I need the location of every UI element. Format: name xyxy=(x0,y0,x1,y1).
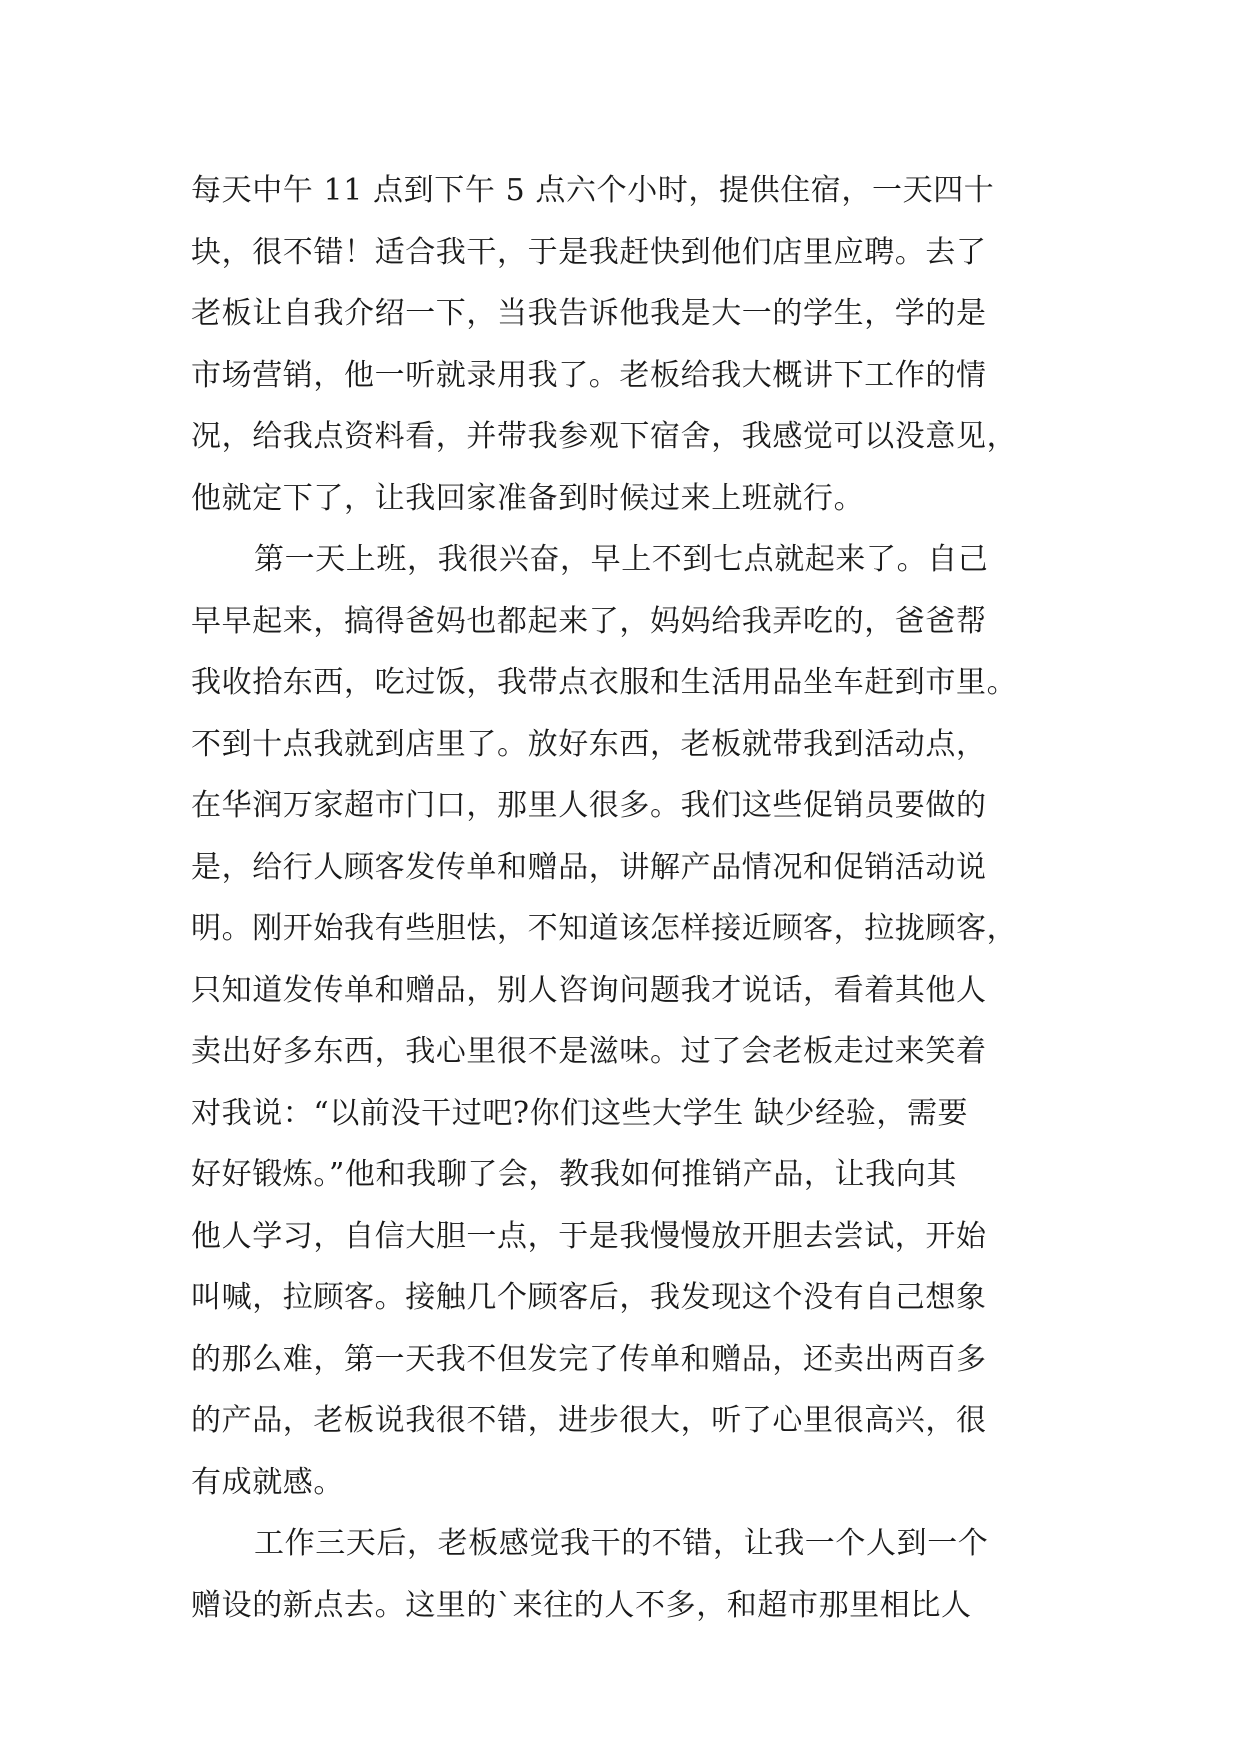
text-line: 他人学习，自信大胆一点，于是我慢慢放开胆去尝试，开始 xyxy=(191,1218,987,1254)
text-line: 我收拾东西，吃过饭，我带点衣服和生活用品坐车赶到市里。 xyxy=(191,665,1018,700)
text-line: 好好锻炼。”他和我聊了会，教我如何推销产品，让我向其 xyxy=(191,1157,957,1192)
text-line: 明。刚开始我有些胆怯，不知道该怎样接近顾客，拉拢顾客， xyxy=(191,911,1018,946)
text-line: 的那么难，第一天我不但发完了传单和赠品，还卖出两百多 xyxy=(191,1341,987,1377)
text-line: 市场营销，他一听就录用我了。老板给我大概讲下工作的情 xyxy=(191,357,987,393)
text-line: 是，给行人顾客发传单和赠品，讲解产品情况和促销活动说 xyxy=(191,849,987,885)
text-line: 他就定下了，让我回家准备到时候过来上班就行。 xyxy=(191,480,865,516)
text-line: 卖出好多东西，我心里很不是滋味。过了会老板走过来笑着 xyxy=(191,1034,987,1069)
paragraph-first-line: 第一天上班，我很兴奋，早上不到七点就起来了。自己 xyxy=(254,542,989,577)
text-line: 况，给我点资料看，并带我参观下宿舍，我感觉可以没意见， xyxy=(191,419,1018,454)
text-line: 对我说：“以前没干过吧?你们这些大学生 缺少经验，需要 xyxy=(191,1095,969,1131)
text-line: 每天中午 11 点到下午 5 点六个小时，提供住宿，一天四十 xyxy=(191,173,995,208)
text-line: 块，很不错！适合我干，于是我赶快到他们店里应聘。去了 xyxy=(191,234,987,270)
text-line: 的产品，老板说我很不错，进步很大，听了心里很高兴，很 xyxy=(191,1403,987,1438)
text-line: 赠设的新点去。这里的`来往的人不多，和超市那里相比人 xyxy=(191,1587,972,1623)
text-line: 叫喊，拉顾客。接触几个顾客后，我发现这个没有自己想象 xyxy=(191,1280,987,1315)
paragraph-first-line: 工作三天后，老板感觉我干的不错，让我一个人到一个 xyxy=(254,1526,989,1561)
document-body xyxy=(191,160,1051,1636)
text-line: 有成就感。 xyxy=(191,1464,344,1500)
text-line: 老板让自我介绍一下，当我告诉他我是大一的学生，学的是 xyxy=(191,296,987,331)
text-line: 不到十点我就到店里了。放好东西，老板就带我到活动点， xyxy=(191,726,987,762)
text-line: 早早起来，搞得爸妈也都起来了，妈妈给我弄吃的，爸爸帮 xyxy=(191,603,987,639)
text-line: 在华润万家超市门口，那里人很多。我们这些促销员要做的 xyxy=(191,788,987,823)
text-line: 只知道发传单和赠品，别人咨询问题我才说话，看着其他人 xyxy=(191,972,987,1008)
